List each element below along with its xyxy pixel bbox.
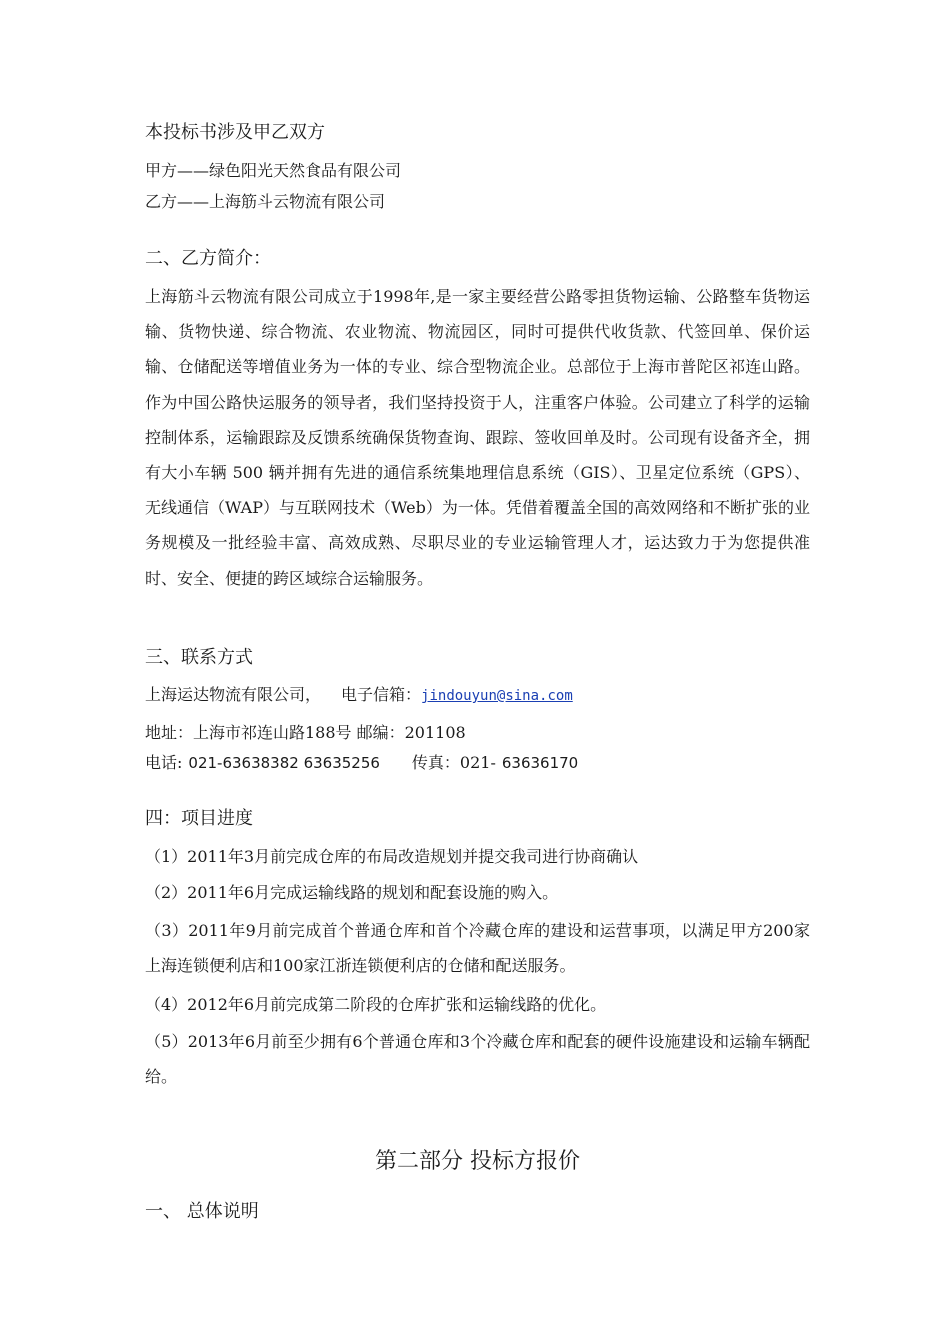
part2-title: 第二部分 投标方报价	[375, 1149, 580, 1174]
contact-phone-line	[145, 753, 578, 773]
section4-heading: 四：项目进度	[145, 808, 253, 829]
phone-number: 021-63638382 63635256	[188, 754, 380, 772]
contact-address: 地址：上海市祁连山路188号 邮编：201108	[145, 723, 466, 742]
progress-item: （2）2011年6月完成运输线路的规划和配套设施的购入。	[145, 883, 559, 902]
email-link[interactable]: jindouyun@sina.com	[421, 688, 573, 704]
intro-title: 本投标书涉及甲乙双方	[145, 122, 325, 143]
fax-number: 63636170	[501, 754, 579, 772]
fax-label: 传真：021-	[411, 753, 496, 772]
progress-item: （1）2011年3月前完成仓库的布局改造规划并提交我司进行协商确认	[145, 847, 639, 866]
contact-company: 上海运达物流有限公司，	[145, 685, 322, 704]
party-a: 甲方——绿色阳光天然食品有限公司	[145, 161, 402, 180]
progress-item: （3）2011年9月前完成首个普通仓库和首个冷藏仓库的建设和运营事项，以满足甲方200家上海连锁便利店和100家江浙连锁便利店的仓储和配送服务。	[145, 921, 810, 976]
progress-item: （5）2013年6月前至少拥有6个普通仓库和3个冷藏仓库和配套的硬件设施建设和运输车辆配给。	[145, 1032, 810, 1087]
company-intro-paragraph: 上海筋斗云物流有限公司成立于1998年,是一家主要经营公路零担货物运输、公路整车货物运输、货物快递、综合物流、农业物流、物流园区，同时可提供代收货款、代签回单、保价运输、仓储配送等增值业务为一体的专业、综合型物流企业。总部位于上海市普陀区祁连山路。作为中国公路快运服务的领导者，我们坚持投资于人，注重客户体验。公司建立了科学的运输控制体系，运输跟踪及反馈系统确保货物查询、跟踪、签收回单及时。公司现有设备齐全，拥有大小车辆 500 辆并拥有先进的通信系统集地理信息系统（GIS）、卫星定位系统（GPS）、无线通信（WAP）与互联网技术（Web）为一体。凭借着覆盖全国的高效网络和不断扩张的业务规模及一批经验丰富、高效成熟、尽职尽业的专业运输管理人才，运达致力于为您提供准时、安全、便捷的跨区域综合运输服务。	[145, 287, 810, 588]
part2-subheading: 一、 总体说明	[145, 1201, 259, 1222]
progress-item: （4）2012年6月前完成第二阶段的仓库扩张和运输线路的优化。	[145, 995, 607, 1014]
section3-heading: 三、联系方式	[145, 647, 253, 668]
section2-heading: 二、乙方简介：	[145, 248, 271, 269]
party-b: 乙方——上海筋斗云物流有限公司	[145, 192, 386, 211]
email-label: 电子信箱：	[341, 685, 422, 704]
phone-label: 电话:	[145, 753, 183, 772]
contact-company-line	[145, 685, 573, 706]
